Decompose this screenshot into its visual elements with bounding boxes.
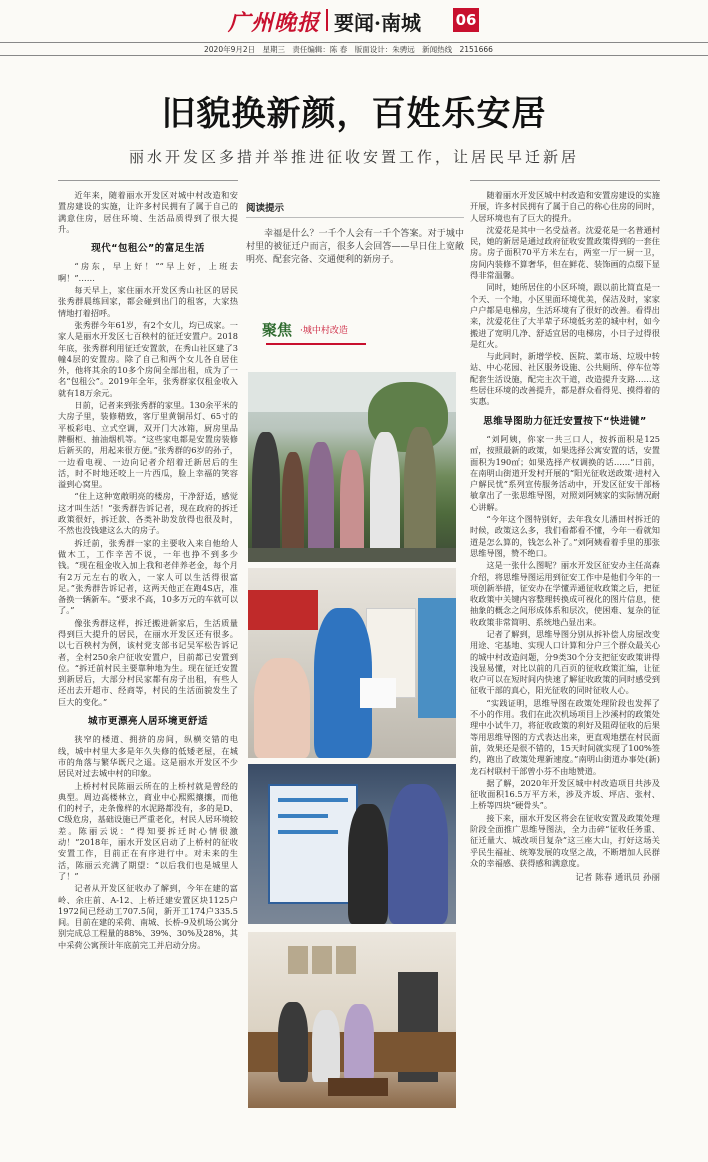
photo-villagers-outdoor bbox=[248, 372, 456, 562]
paragraph: 记者从开发区征收办了解到，今年在建的富岭、余庄前、A-12、上桥迁建安置区块1125户1972间已经动工707.5间，新开工174户335.5间。目前在建的采荷、南城、长桥-9及机场公寓分别完成总工程量的88%、39%、30%及28%，其中采荷公寓预计年底前完工并启动分房。 bbox=[58, 883, 238, 950]
paragraph: 同时，她所居住的小区环境，跟以前比简直是一个天、一个地，小区里面环境优美，保洁及时，家家户户都是电梯房，生活环境有了很好的改善。看得出来，沈爱花住了大半辈子环境低劣差的城中村，如今搬进了宽明几净、舒适宜居的电梯房，小日子过得很是红火。 bbox=[470, 282, 660, 349]
paragraph: 上桥村村民陈丽云所在的上桥村就是曾经的典型。周边高楼林立，商业中心熙熙攘攘，而他们的村子，走条像样的水泥路都没有，多的是D、C级危房，基础设施已严重老化，村民人居环境较差。陈丽云说：“得知要拆迁时心情很激动！”2018年，丽水开发区启动了上桥村的征收安置工作，目前正在有序进行中。对未来的生活，陈丽云充满了期望：“以后我们也是城里人了！” bbox=[58, 780, 238, 881]
paragraph: 沈爱花是其中一名受益者。沈爱花是一名普通村民，她的新居是通过政府征收安置政策得到的一套住房。房子面积70平方米左右，两室一厅一厨一卫，房间内装修不算奢华，但在鲜花、装饰画的点缀下显得非常温馨。 bbox=[470, 224, 660, 281]
editor-credit: 责任编辑：陈 春 bbox=[292, 45, 348, 54]
reading-tip-title: 阅读提示 bbox=[246, 203, 285, 214]
focus-label bbox=[258, 315, 370, 347]
paragraph: 记者了解到，思维导图分别从拆补偿人房屋改变用途、宅基地、实现人口计算和分户三个群众最关心的城中村改造问题，分9类30个分支把征安政策讲得浅显易懂，对比以前的几百页的征收政策汇编，让征收户可以在短时间内快速了解征收政策的同时感受到征收干部的真心，阳光征收的同时征收人心。 bbox=[470, 628, 660, 696]
section-title: 要闻·南城 bbox=[334, 11, 421, 35]
photo-family-new-home bbox=[248, 932, 456, 1108]
paragraph: 像张秀群这样，拆迁搬进新家后，生活质量得到巨大提升的居民，在丽水开发区还有很多。以七百秧村为例，该村党支部书记吴军松告诉记者，全村250余户征收安置户，目前都已安置到位。“拆迁前村民主要靠种地为生。现在征迁安置到新居后，大部分村民家都有房子出租，有些人还出去开超市、经商等，村民的生活面貌发生了巨大的变化。” bbox=[58, 617, 238, 707]
paragraph: 接下来，丽水开发区将会在征收安置及政策处理阶段全面推广思维导图法，全力击碎“征收任务重、征迁量大、城改项目复杂”这三座大山，打好这场关乎民生福祉、统筹发展的攻坚之战，不断增加人民群众的幸福感、获得感和满意度。 bbox=[470, 812, 660, 868]
page-number: 06 bbox=[453, 8, 479, 32]
paragraph: “实践证明，思维导图在政策处理阶段也发挥了不小的作用。我们在此次机场项目上沙溪村的政策处理中小试牛刀，将征收政策的利好及阻碍征收的后果等用思维导图的方式表达出来，更直观地摆在村民面前，效果还是很不错的，15天时间就实现了100%签约，跑出了政策处理新速度。”南明山街道办事处(新)龙石村联村干部曾小芬不由地赞道。 bbox=[470, 697, 660, 776]
paragraph: 近年来，随着丽水开发区对城中村改造和安置房建设的实施，让许多村民拥有了属于自己的满意住房，居住环境、生活品质得到了很大提升。 bbox=[58, 190, 238, 234]
photo-mind-map-board bbox=[248, 764, 456, 924]
section-heading: 思维导图助力征迁安置按下“快进键” bbox=[483, 415, 647, 427]
section-heading: 现代“包租公”的富足生活 bbox=[91, 243, 205, 255]
paragraph: 据了解，2020年开发区城中村改造项目共涉及征收面积16.5万平方米，涉及齐坂、坪店、张村、上桥等四块“硬骨头”。 bbox=[470, 777, 660, 811]
paragraph: 与此同时，新增学校、医院、菜市场、垃圾中转站、中心花园、社区服务设施、公共厕所、停车位等配套生活设施，配完主次干道，改造提升支路……这些居住环境的改善提升，都是群众看得见、摸得着的实惠。 bbox=[470, 351, 660, 407]
section-heading: 城市更漂亮人居环境更舒适 bbox=[87, 716, 208, 728]
left-column bbox=[58, 190, 238, 1135]
masthead-divider bbox=[326, 9, 328, 31]
subheadline: 丽水开发区多措并举推进征收安置工作，让居民早迁新居 bbox=[128, 148, 579, 166]
focus-label-topic: ·城中村改造 bbox=[300, 326, 348, 336]
photo-policy-explanation bbox=[248, 568, 456, 758]
divider-rule bbox=[58, 180, 238, 181]
reading-tip bbox=[246, 200, 464, 267]
newspaper-name: 广州晚报 bbox=[228, 10, 321, 36]
paragraph: “今年这个图特别好，去年我女儿潘田村拆迁的时候，政策这么多，我们看都看不懂，今年一看就知道是怎么算的，钱怎么补了。”刘阿姨看着手里的那张思维导图，赞不绝口。 bbox=[470, 514, 660, 558]
hotline-number: 2151666 bbox=[459, 45, 493, 54]
masthead bbox=[0, 0, 708, 40]
paragraph: 狭窄的楼道、拥挤的房间，纵横交错的电线，城中村里大多是年久失修的低矮老屋，在城市的角落与繁华既尺之遥。这是丽水开发区不少居民对过去城中村的印象。 bbox=[58, 734, 238, 779]
byline: 记者 陈春 通讯员 孙丽 bbox=[575, 873, 660, 884]
paragraph: “刘阿姨，你家一共三口人，按拆面积是125㎡，按照最新的政策，如果选择公寓安置的话，安置面积为190㎡；如果选择产权调换的话……”日前，在南明山街道开发村开展的“阳光征收送政策·进村入户解民忧”系列宣传服务活动中，开发区征安干部杨敏拿出了一张思维导图，对照刘阿姨家的实际情况耐心讲解。 bbox=[470, 433, 660, 512]
right-column bbox=[470, 190, 660, 1150]
paragraph: 日前，记者来到张秀群的家里。130余平米的大房子里，装修精致，客厅里黄铜吊灯、65寸的平板彩电、立式空调，双开门大冰箱，厨房里品牌橱柜、抽油烟机等。“这些家电都是安置房装修后新买的，用起来很方便。”张秀群的6岁的孙子，一边看电视、一边向记者介绍着迁新居后的生活，时不时地还咬上一片西瓜，脸上幸福的笑容溢到心窝里。 bbox=[58, 400, 238, 490]
rooftops-icon bbox=[266, 339, 366, 345]
reading-tip-rule bbox=[246, 217, 464, 218]
dateline bbox=[0, 42, 708, 56]
divider-rule bbox=[470, 180, 660, 181]
issue-date: 2020年9月2日 bbox=[204, 45, 256, 54]
paragraph: 随着丽水开发区城中村改造和安置房建设的实施开展，许多村民拥有了属于自己的称心住房的同时，人居环境也有了巨大的提升。 bbox=[470, 190, 660, 223]
issue-weekday: 星期三 bbox=[262, 45, 286, 54]
focus-label-title: 聚焦 bbox=[262, 321, 293, 339]
paragraph: 拆迁前，张秀群一家的主要收入来自他给人做木工，工作辛苦不说，一年也挣不到多少钱。“现在租金收入加上我和老伴养老金，每个月有2万元左右的收入，一家人可以生活得很富足。”张秀群告诉记者，这两天他正在跑4S店，准备换一辆新车。“要求不高，10多万元的车就可以了。” bbox=[58, 537, 238, 616]
paragraph: 张秀群今年61岁，有2个女儿，均已成家。一家人是丽水开发区七百秧村的征迁安置户。2018年底，张秀群利用征迁安置款，在秀山社区建了3幢4层的安置房。除了自己和两个女儿各自居住外，他将其余的10多个房间全部出租，成为了一名“包租公”。2019年全年，张秀群家仅租金收入就有18万余元。 bbox=[58, 319, 238, 398]
paragraph: 这是一张什么图呢？丽水开发区征安办主任高森介绍，将思维导图运用到征安工作中是他们今年的一项创新举措，征安办在学懂弄通征收政策之后，把征收政策中关键内容整理转换成可视化的图片信息，使抽象的概念之间形成体系和层次，使困难、复杂的征收政策非常简明、系统地凸显出来。 bbox=[470, 560, 660, 627]
paragraph: 每天早上，家住丽水开发区秀山社区的居民张秀群晨练回家，都会碰到出门的租客，大家热情地打着招呼。 bbox=[58, 285, 238, 318]
hotline-label: 新闻热线 bbox=[422, 45, 453, 54]
headline: 旧貌换新颜，百姓乐安居 bbox=[161, 94, 547, 134]
paragraph: “房东，早上好！”“早上好，上班去啊！”…… bbox=[58, 261, 238, 283]
reading-tip-body: 幸福是什么？一千个人会有一千个答案。对于城中村里的被征迁户而言，很多人会回答——早日住上宽敞明亮、配套完备、交通便利的新房子。 bbox=[246, 229, 464, 265]
paragraph: “住上这种宽敞明亮的楼房，干净舒适，感觉这才叫生活！”张秀群告诉记者，现在政府的拆迁政策很好，拆迁款、各类补助发放得也很及时，不然也没钱建这么大的房子。 bbox=[58, 491, 238, 536]
designer-credit: 版面设计：朱骋远 bbox=[354, 45, 415, 54]
